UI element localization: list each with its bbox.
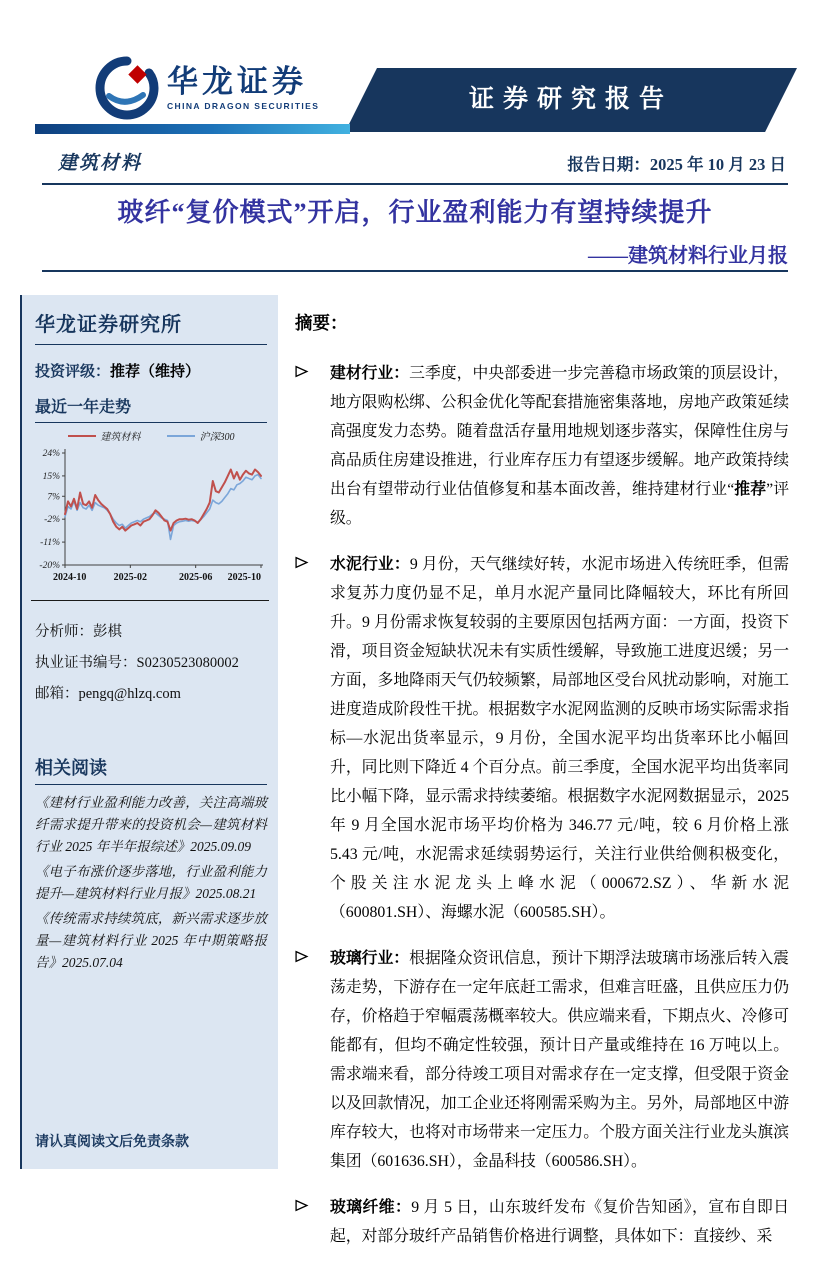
email-address[interactable]: pengq@hlzq.com xyxy=(78,686,181,702)
bullet-text: 建材行业：三季度，中央部委进一步完善稳市场政策的顶层设计，地方限购松绑、公积金优化等配套措施密集落地，房地产政策延续高强度发力态势。随着盘活存量用地规划逐步落实，保障性住房与高品质住房建设推进，行业库存压力有望逐步缓解。地产政策持续出台有望带动行业估值修复和基本面改善，维持建材行业“推荐”评级。 xyxy=(330,365,789,527)
bullet-arrow-icon xyxy=(295,1193,330,1251)
email-label: 邮箱： xyxy=(35,686,79,702)
institute-title: 华龙证券研究所 xyxy=(35,308,267,345)
legend-label-csi300: 沪深300 xyxy=(199,432,235,443)
related-reading-item: 《电子布涨价逐步落地，行业盈利能力提升—建筑材料行业月报》2025.08.21 xyxy=(35,864,267,901)
legend-swatch-red xyxy=(68,435,96,437)
related-reading-item: 《传统需求持续筑底，新兴需求逐步放量—建筑材料行业 2025 年中期策略报告》2025.07.04 xyxy=(35,911,267,970)
analyst-block xyxy=(35,617,267,710)
analyst-row xyxy=(35,617,267,648)
svg-text:24%: 24% xyxy=(42,449,60,459)
license-label: 执业证书编号： xyxy=(35,655,137,671)
report-type-banner xyxy=(345,68,797,132)
disclaimer-note: 请认真阅读文后免责条款 xyxy=(35,1135,189,1150)
summary-bullet-cement xyxy=(295,550,789,927)
bullet-text: 玻璃纤维：9 月 5 日，山东玻纤发布《复价告知函》，宣布自即日起，对部分玻纤产品销售价格进行调整，具体如下：直接纱、采 xyxy=(330,1199,789,1245)
legend-label-materials: 建筑材料 xyxy=(100,432,141,443)
rating-label: 投资评级： xyxy=(35,364,111,380)
svg-text:2025-06: 2025-06 xyxy=(178,572,213,583)
legend-item-materials xyxy=(68,428,141,443)
bullet-text: 玻璃行业：根据隆众资讯信息，预计下期浮法玻璃市场涨后转入震荡走势，下游存在一定年底赶工需求，但难言旺盛，且供应压力仍存，价格趋于窄幅震荡概率较大。供应端来看，下期点火、冷修可能都有，但均不确定性较强，预计日产量或维持在 16 万吨以上。需求端来看，部分待竣工项目对需求存在一定支撑，但受限于资金以及回款情况，加工企业还将刚需采购为主。另外，局部地区中游库存较大，也将对市场带来一定压力。个股方面关注行业龙头旗滨集团（601636.SH），金晶科技（600586.SH）。 xyxy=(330,950,789,1170)
brand-name-cn: 华龙证券 xyxy=(167,63,307,99)
divider-under-title xyxy=(42,270,788,272)
sidebar xyxy=(20,295,278,1169)
company-logo xyxy=(95,56,319,120)
divider-top xyxy=(42,183,788,185)
bullet-arrow-icon xyxy=(295,944,330,1176)
summary-heading: 摘要： xyxy=(295,313,348,333)
brand-name-en: CHINA DRAGON SECURITIES xyxy=(167,101,320,112)
svg-text:7%: 7% xyxy=(47,492,60,503)
page-title: 玻纤“复价模式”开启，行业盈利能力有望持续提升 xyxy=(117,198,713,227)
summary-bullet-glass xyxy=(295,944,789,1176)
bullet-arrow-icon xyxy=(295,550,330,927)
chart-bottom-divider xyxy=(31,600,269,601)
main-content xyxy=(295,302,789,1268)
legend-swatch-blue xyxy=(167,435,195,437)
svg-text:2024-10: 2024-10 xyxy=(53,572,87,583)
email-row xyxy=(35,679,267,710)
svg-text:-2%: -2% xyxy=(44,515,60,526)
summary-bullet-fiberglass xyxy=(295,1193,789,1251)
report-type-text: 证券研究报告 xyxy=(469,86,674,113)
license-row xyxy=(35,648,267,679)
license-number: S0230523080002 xyxy=(136,655,239,671)
summary-bullet-building-materials xyxy=(295,359,789,533)
svg-text:-11%: -11% xyxy=(40,538,60,549)
analyst-name: 彭棋 xyxy=(93,624,122,640)
industry-label: 建筑材料 xyxy=(58,153,143,174)
trend-chart xyxy=(35,445,267,596)
report-date: 报告日期：2025 年 10 月 23 日 xyxy=(567,155,786,174)
related-reading-item: 《建材行业盈利能力改善，关注高端玻纤需求提升带来的投资机会—建筑材料行业 2025 年半年报综述》2025.09.09 xyxy=(35,795,267,854)
dragon-swirl-icon xyxy=(95,56,159,120)
chart-legend xyxy=(35,428,267,443)
bullet-arrow-icon xyxy=(295,359,330,533)
chart-title: 最近一年走势 xyxy=(35,394,267,423)
svg-text:15%: 15% xyxy=(42,471,60,482)
rating-row xyxy=(35,360,267,381)
analyst-label: 分析师： xyxy=(35,624,93,640)
related-reading-title: 相关阅读 xyxy=(35,754,267,785)
legend-item-csi300 xyxy=(167,428,235,443)
header-gradient-bar xyxy=(35,124,350,134)
page-subtitle: ——建筑材料行业月报 xyxy=(588,245,788,267)
svg-text:2025-10: 2025-10 xyxy=(227,572,261,583)
trend-chart-svg xyxy=(35,445,267,591)
brand-text xyxy=(167,65,319,111)
rating-value: 推荐（维持） xyxy=(110,364,201,380)
bullet-text: 水泥行业：9 月份，天气继续好转，水泥市场进入传统旺季，但需求复苏力度仍显不足，单月水泥产量同比降幅较大，环比有所回升。9 月份需求恢复较弱的主要原因包括两方面：一方面，投资下滑，项目资金短缺状况未有实质性缓解，导致施工进度迟缓；另一方面，多地降雨天气仍较频繁，局部地区受台风扰动影响，对施工进度造成阶段性干扰。根据数字水泥网监测的反映市场实际需求指标—水泥出货率显示，9 月份，全国水泥平均出货率环比小幅回升，同比则下降近 4 个百分点。前三季度，全国水泥平均出货率同比小幅下降，显示需求持续萎缩。根据数字水泥网数据显示，2025 年 9 月全国水泥市场平均价格为 346.77 元/吨，较 6 月价格上涨 5.43 元/吨，水泥需求延续弱势运行，关注行业供给侧积极变化，个股关注水泥龙头上峰水泥（000672.SZ）、华新水泥（600801.SH）、海螺水泥（600585.SH）。 xyxy=(330,556,789,921)
svg-text:-20%: -20% xyxy=(39,561,60,571)
svg-text:2025-02: 2025-02 xyxy=(113,572,148,583)
